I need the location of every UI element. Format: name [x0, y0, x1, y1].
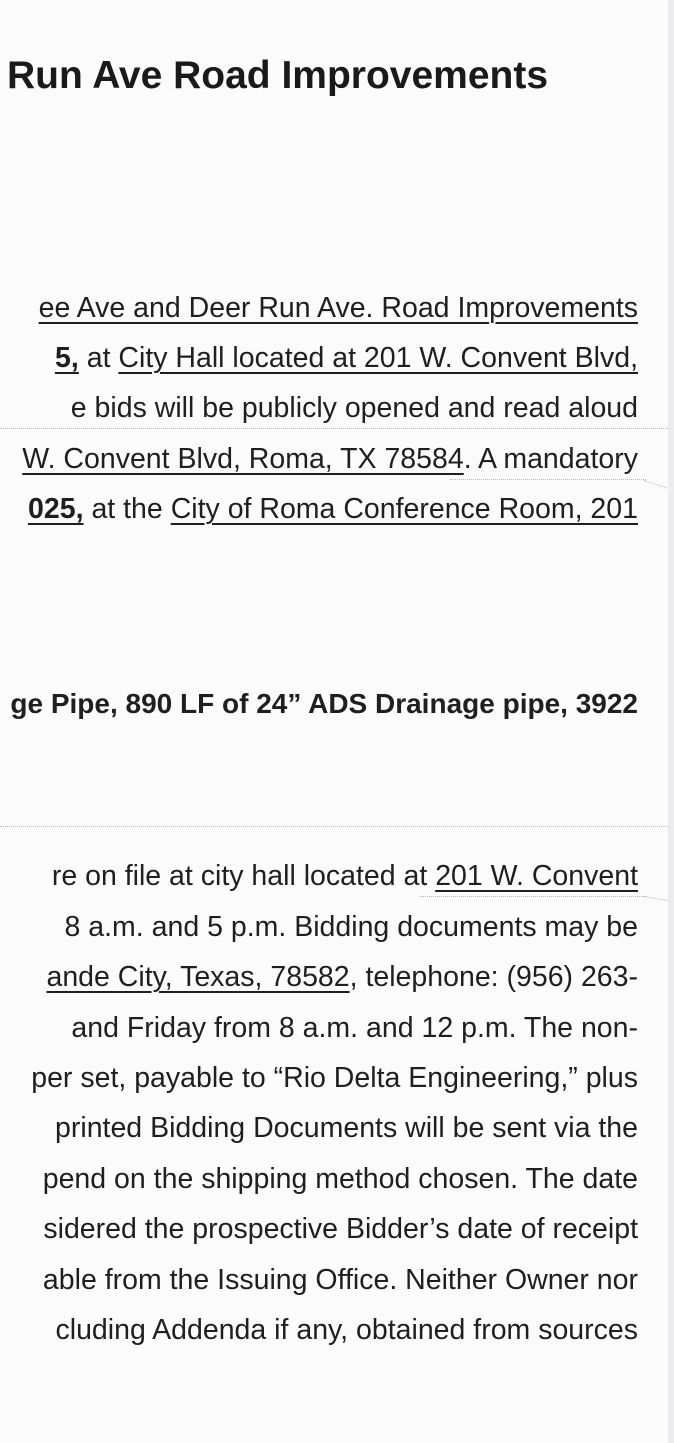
- tracked-change-connector: [644, 896, 668, 901]
- paragraph1-line4: [0, 441, 666, 477]
- paragraph1-line3: [0, 390, 666, 426]
- conference-room-address: City of Roma Conference Room, 201: [170, 493, 638, 525]
- paragraph1-line4-text: . A mandatory: [463, 443, 638, 475]
- paragraph2-line1-text: re on file at city hall located at: [51, 860, 436, 892]
- paragraph2-line10: cluding Addenda if any, obtained from sources: [55, 1314, 638, 1346]
- paragraph2-line4: and Friday from 8 a.m. and 12 p.m. The non-: [71, 1012, 638, 1044]
- tracked-change-line: [420, 896, 646, 897]
- paragraph1-line5-text: at the: [83, 493, 171, 525]
- paragraph1-line5: [0, 491, 666, 527]
- tracked-change-line: [0, 826, 668, 827]
- paragraph2-line2: 8 a.m. and 5 p.m. Bidding documents may be: [64, 911, 638, 943]
- page-gutter: [668, 0, 674, 1443]
- paragraph1-line1: [0, 290, 666, 326]
- paragraph2-line3-text: , telephone: (956) 263-: [349, 961, 638, 993]
- prebid-date-fragment: 025,: [28, 493, 84, 525]
- paragraph2-line6: printed Bidding Documents will be sent via the: [55, 1112, 638, 1144]
- tracked-change-line: [0, 428, 668, 429]
- paragraph1-line2-text: at: [78, 342, 119, 374]
- paragraph2-line7: pend on the shipping method chosen. The date: [42, 1163, 638, 1195]
- paragraph2-line5: per set, payable to “Rio Delta Engineering,” plus: [31, 1062, 638, 1094]
- bid-date-fragment: 5,: [55, 342, 79, 374]
- tracked-change-connector: [644, 480, 667, 488]
- paragraph1-line2: [0, 340, 666, 376]
- paragraph2-line8: sidered the prospective Bidder’s date of receipt: [43, 1213, 638, 1245]
- paragraph2-line1: [0, 858, 666, 894]
- scope-line: ge Pipe, 890 LF of 24” ADS Drainage pipe, 3922: [10, 688, 638, 719]
- paragraph1-line3-text: e bids will be publicly opened and read aloud: [70, 392, 638, 424]
- paragraph2-line9: able from the Issuing Office. Neither Owner nor: [42, 1264, 638, 1296]
- city-hall-convent-address: 201 W. Convent: [435, 860, 638, 892]
- project-name-link: ee Ave and Deer Run Ave. Road Improvements: [38, 292, 638, 324]
- convent-blvd-address: W. Convent Blvd, Roma, TX 78584: [22, 443, 464, 475]
- rio-grande-city-address: ande City, Texas, 78582: [46, 961, 350, 993]
- city-hall-address: City Hall located at 201 W. Convent Blvd,: [118, 342, 638, 374]
- document-title: Run Ave Road Improvements: [7, 54, 549, 97]
- tracked-change-line: [450, 479, 646, 480]
- paragraph2-line3: [0, 959, 666, 995]
